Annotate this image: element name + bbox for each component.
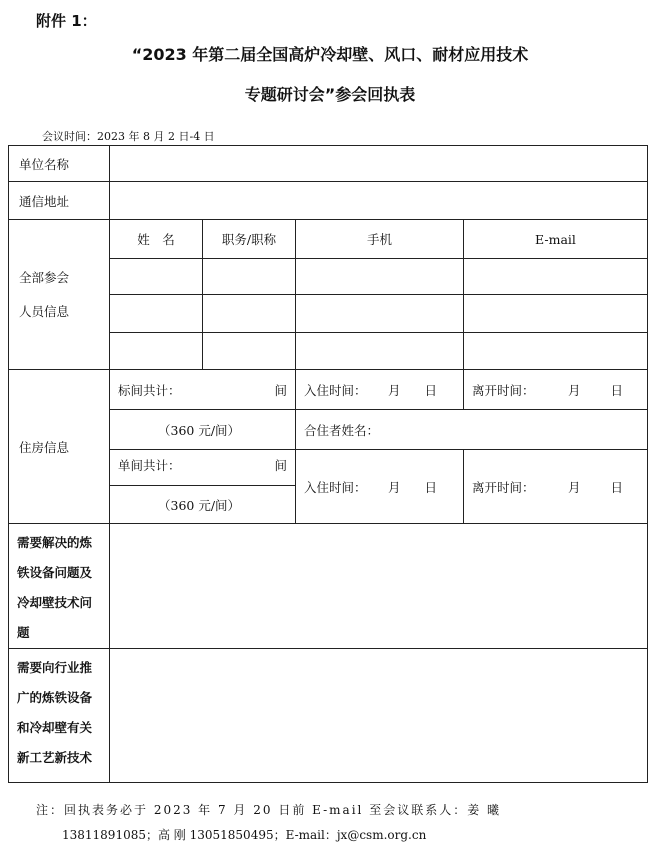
single-room-price: （360 元/间） bbox=[110, 486, 296, 524]
unit-name-label: 单位名称 bbox=[9, 146, 110, 182]
single-room-total-cell[interactable] bbox=[110, 450, 296, 486]
footer-note-line2: 13811891085；高 刚 13051850495；E-mail：jx@csm.org.cn bbox=[62, 828, 427, 842]
col-header-email: E-mail bbox=[464, 220, 648, 259]
attendees-label-line2: 人员信息 bbox=[19, 303, 70, 319]
attendee-name-field[interactable] bbox=[110, 333, 203, 370]
day-label: 日 bbox=[610, 479, 623, 495]
attendee-phone-field[interactable] bbox=[296, 295, 464, 333]
unit-name-row bbox=[9, 146, 648, 182]
col-header-position: 职务/职称 bbox=[203, 220, 296, 259]
checkin-label: 入住时间： bbox=[304, 382, 367, 398]
single-checkout-cell[interactable] bbox=[464, 450, 648, 524]
problems-label-line: 铁设备问题及 bbox=[17, 565, 93, 580]
roommate-label: 合住者姓名： bbox=[304, 422, 380, 438]
col-header-phone: 手机 bbox=[296, 220, 464, 259]
standard-room-unit: 间 bbox=[274, 382, 287, 398]
promote-label-line: 和冷却壁有关 bbox=[17, 720, 93, 735]
document-title-line2: 专题研讨会”参会回执表 bbox=[244, 85, 416, 104]
promote-field[interactable] bbox=[110, 649, 648, 783]
address-field[interactable] bbox=[110, 182, 648, 220]
checkout-label: 离开时间： bbox=[472, 382, 535, 398]
promote-label-line: 需要向行业推 bbox=[17, 660, 93, 675]
promote-label-line: 新工艺新技术 bbox=[17, 750, 93, 765]
attendee-email-field[interactable] bbox=[464, 259, 648, 295]
footer-note-line1: 注：回执表务必于 2023 年 7 月 20 日前 E-mail 至会议联系人：姜 曦 bbox=[36, 803, 502, 817]
attendee-name-field[interactable] bbox=[110, 259, 203, 295]
single-checkin-cell[interactable] bbox=[296, 450, 464, 524]
month-label: 月 bbox=[567, 479, 581, 495]
attendee-phone-field[interactable] bbox=[296, 259, 464, 295]
day-label: 日 bbox=[610, 382, 623, 398]
standard-room-total-label: 标间共计： bbox=[118, 382, 181, 398]
single-room-total-label: 单间共计： bbox=[118, 458, 181, 473]
attendees-label bbox=[9, 220, 110, 370]
month-label: 月 bbox=[567, 382, 581, 398]
promote-label-line: 广的炼铁设备 bbox=[17, 690, 93, 705]
attendee-email-field[interactable] bbox=[464, 295, 648, 333]
problems-label-line: 需要解决的炼 bbox=[17, 535, 93, 550]
month-label: 月 bbox=[387, 382, 401, 398]
housing-row-1 bbox=[9, 370, 648, 410]
address-row bbox=[9, 182, 648, 220]
attendee-name-field[interactable] bbox=[110, 295, 203, 333]
problems-label bbox=[9, 524, 110, 649]
month-label: 月 bbox=[387, 479, 401, 495]
roommate-cell[interactable] bbox=[296, 410, 648, 450]
standard-room-price: （360 元/间） bbox=[110, 410, 296, 450]
meeting-time: 会议时间：2023 年 8 月 2 日-4 日 bbox=[42, 130, 215, 143]
problems-field[interactable] bbox=[110, 524, 648, 649]
col-header-name: 姓 名 bbox=[110, 220, 203, 259]
attendees-header-row bbox=[9, 220, 648, 259]
problems-label-line: 冷却壁技术问 bbox=[17, 595, 93, 610]
standard-checkout-cell[interactable] bbox=[464, 370, 648, 410]
standard-checkin-cell[interactable] bbox=[296, 370, 464, 410]
checkout-label: 离开时间： bbox=[472, 479, 535, 495]
attendee-email-field[interactable] bbox=[464, 333, 648, 370]
promote-row bbox=[9, 649, 648, 783]
address-label: 通信地址 bbox=[9, 182, 110, 220]
attendee-position-field[interactable] bbox=[203, 333, 296, 370]
attachment-label: 附件 1： bbox=[36, 12, 97, 30]
problems-row bbox=[9, 524, 648, 649]
housing-label: 住房信息 bbox=[9, 370, 110, 524]
day-label: 日 bbox=[424, 382, 437, 398]
attendee-position-field[interactable] bbox=[203, 295, 296, 333]
document-title-line1: “2023 年第二届全国高炉冷却壁、风口、耐材应用技术 bbox=[131, 45, 529, 64]
attendee-phone-field[interactable] bbox=[296, 333, 464, 370]
problems-label-line: 题 bbox=[17, 625, 30, 640]
attendees-label-line1: 全部参会 bbox=[19, 269, 70, 285]
standard-room-total-cell[interactable] bbox=[110, 370, 296, 410]
attendee-position-field[interactable] bbox=[203, 259, 296, 295]
unit-name-field[interactable] bbox=[110, 146, 648, 182]
day-label: 日 bbox=[424, 479, 437, 495]
promote-label bbox=[9, 649, 110, 783]
single-room-unit: 间 bbox=[274, 458, 287, 473]
checkin-label: 入住时间： bbox=[304, 479, 367, 495]
registration-form-table bbox=[8, 145, 648, 783]
